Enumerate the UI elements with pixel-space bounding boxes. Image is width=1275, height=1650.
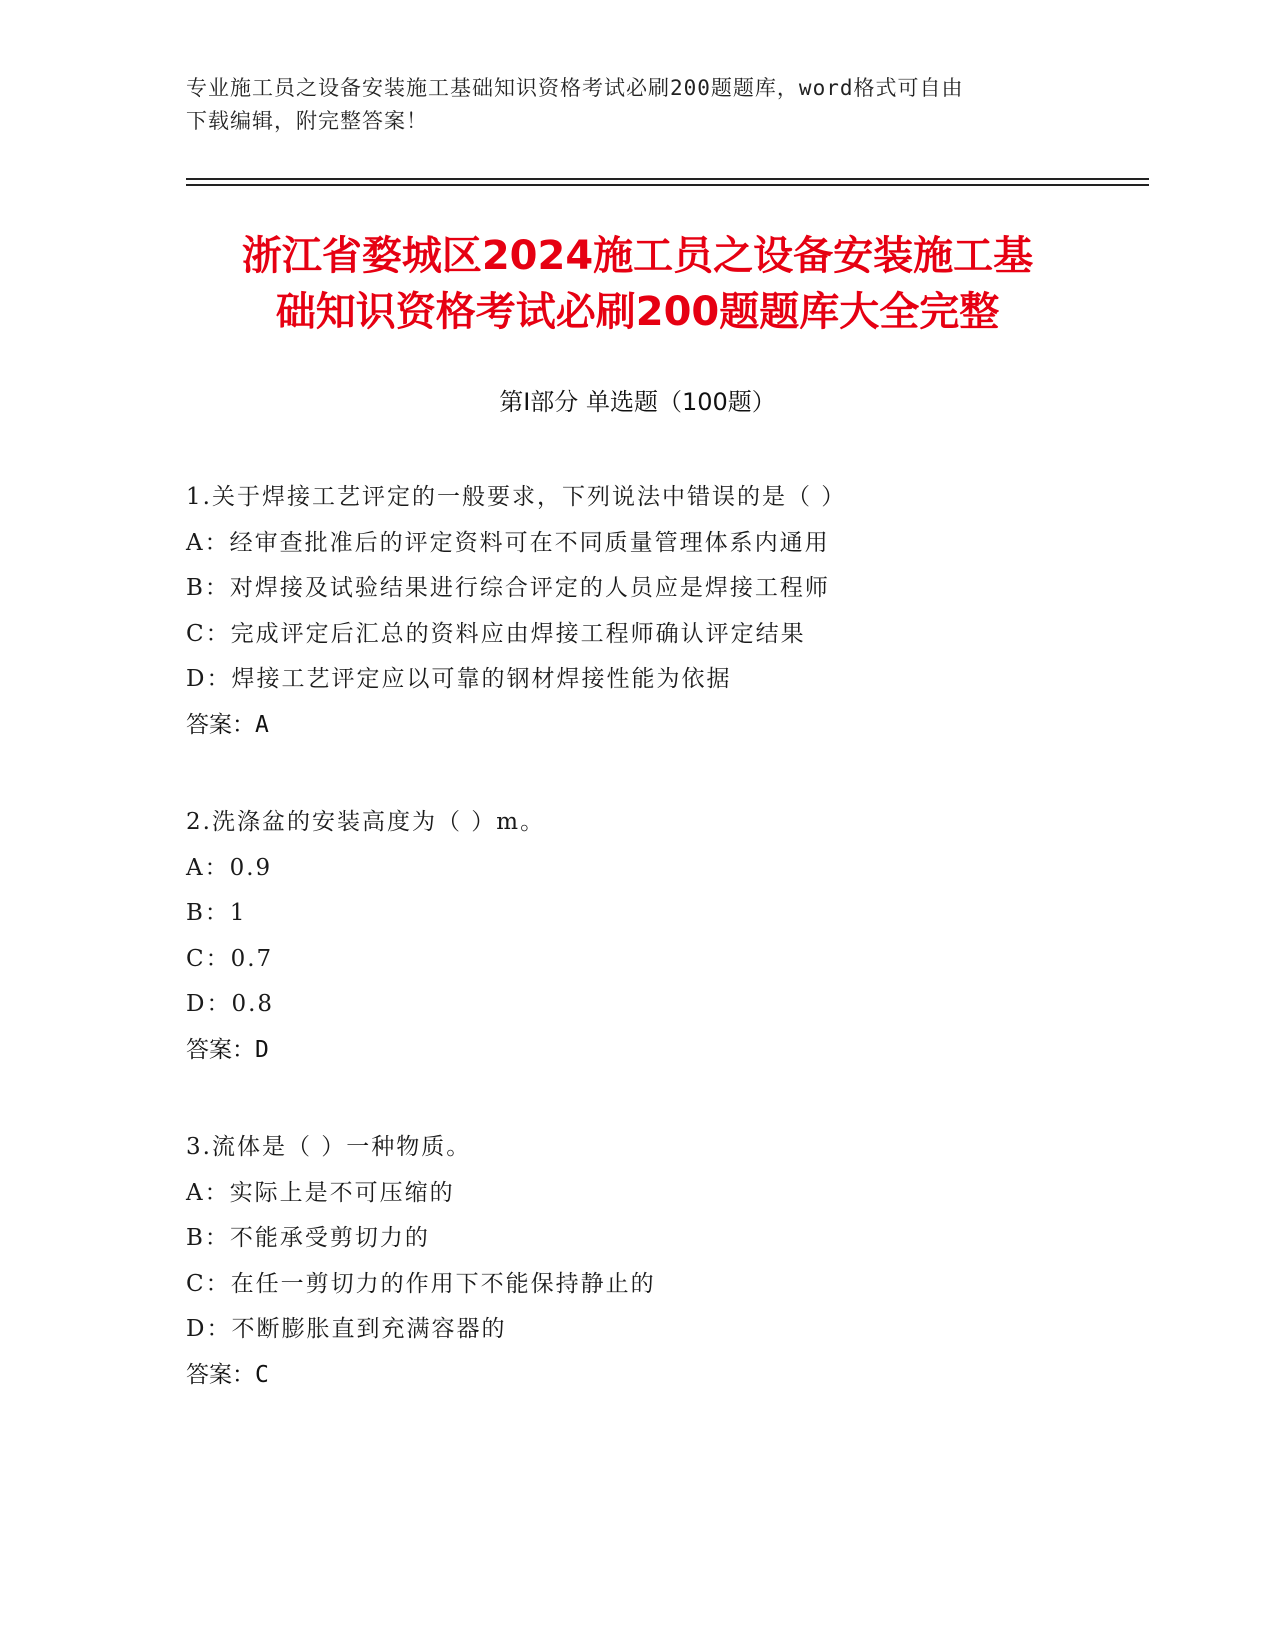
- option-c: C：0.7: [186, 945, 274, 972]
- option-d: D：焊接工艺评定应以可靠的钢材焊接性能为依据: [186, 666, 732, 692]
- answer: 答案：D: [186, 1036, 269, 1063]
- question-stem: 3.流体是（ ）一种物质。: [186, 1134, 472, 1160]
- option-a: A：0.9: [186, 854, 273, 881]
- option-c: C：完成评定后汇总的资料应由焊接工程师确认评定结果: [186, 620, 806, 647]
- option-b: B：1: [186, 900, 247, 926]
- header-note: [186, 72, 1086, 138]
- option-d: D：0.8: [186, 991, 275, 1017]
- question-stem: 1.关于焊接工艺评定的一般要求，下列说法中错误的是（ ）: [186, 484, 847, 510]
- question-list: [186, 475, 1146, 1450]
- answer: 答案：A: [186, 711, 269, 738]
- question-3: [186, 1125, 1146, 1398]
- option-a: A：经审查批准后的评定资料可在不同质量管理体系内通用: [186, 529, 830, 556]
- header-divider-bottom: [186, 184, 1149, 186]
- option-d: D：不断膨胀直到充满容器的: [186, 1316, 507, 1342]
- question-stem: 2.洗涤盆的安装高度为（ ）m。: [186, 809, 546, 835]
- option-b: B：对焊接及试验结果进行综合评定的人员应是焊接工程师: [186, 575, 830, 601]
- option-c: C：在任一剪切力的作用下不能保持静止的: [186, 1270, 656, 1297]
- document-title-line-1: 浙江省婺城区2024施工员之设备安装施工基: [241, 233, 1034, 279]
- document-title-line-2: 础知识资格考试必刷200题题库大全完整: [275, 289, 1000, 335]
- header-divider-top: [186, 178, 1149, 180]
- header-note-line-2: 下载编辑，附完整答案！: [186, 109, 428, 133]
- header-note-line-1: 专业施工员之设备安装施工基础知识资格考试必刷200题题库，word格式可自由: [186, 76, 964, 100]
- question-1: [186, 475, 1146, 748]
- question-2: [186, 800, 1146, 1073]
- answer: 答案：C: [186, 1361, 269, 1388]
- option-b: B：不能承受剪切力的: [186, 1225, 430, 1251]
- option-a: A：实际上是不可压缩的: [186, 1179, 455, 1206]
- document-title: [150, 228, 1125, 340]
- section-heading: 第Ⅰ部分 单选题（100题）: [499, 388, 776, 416]
